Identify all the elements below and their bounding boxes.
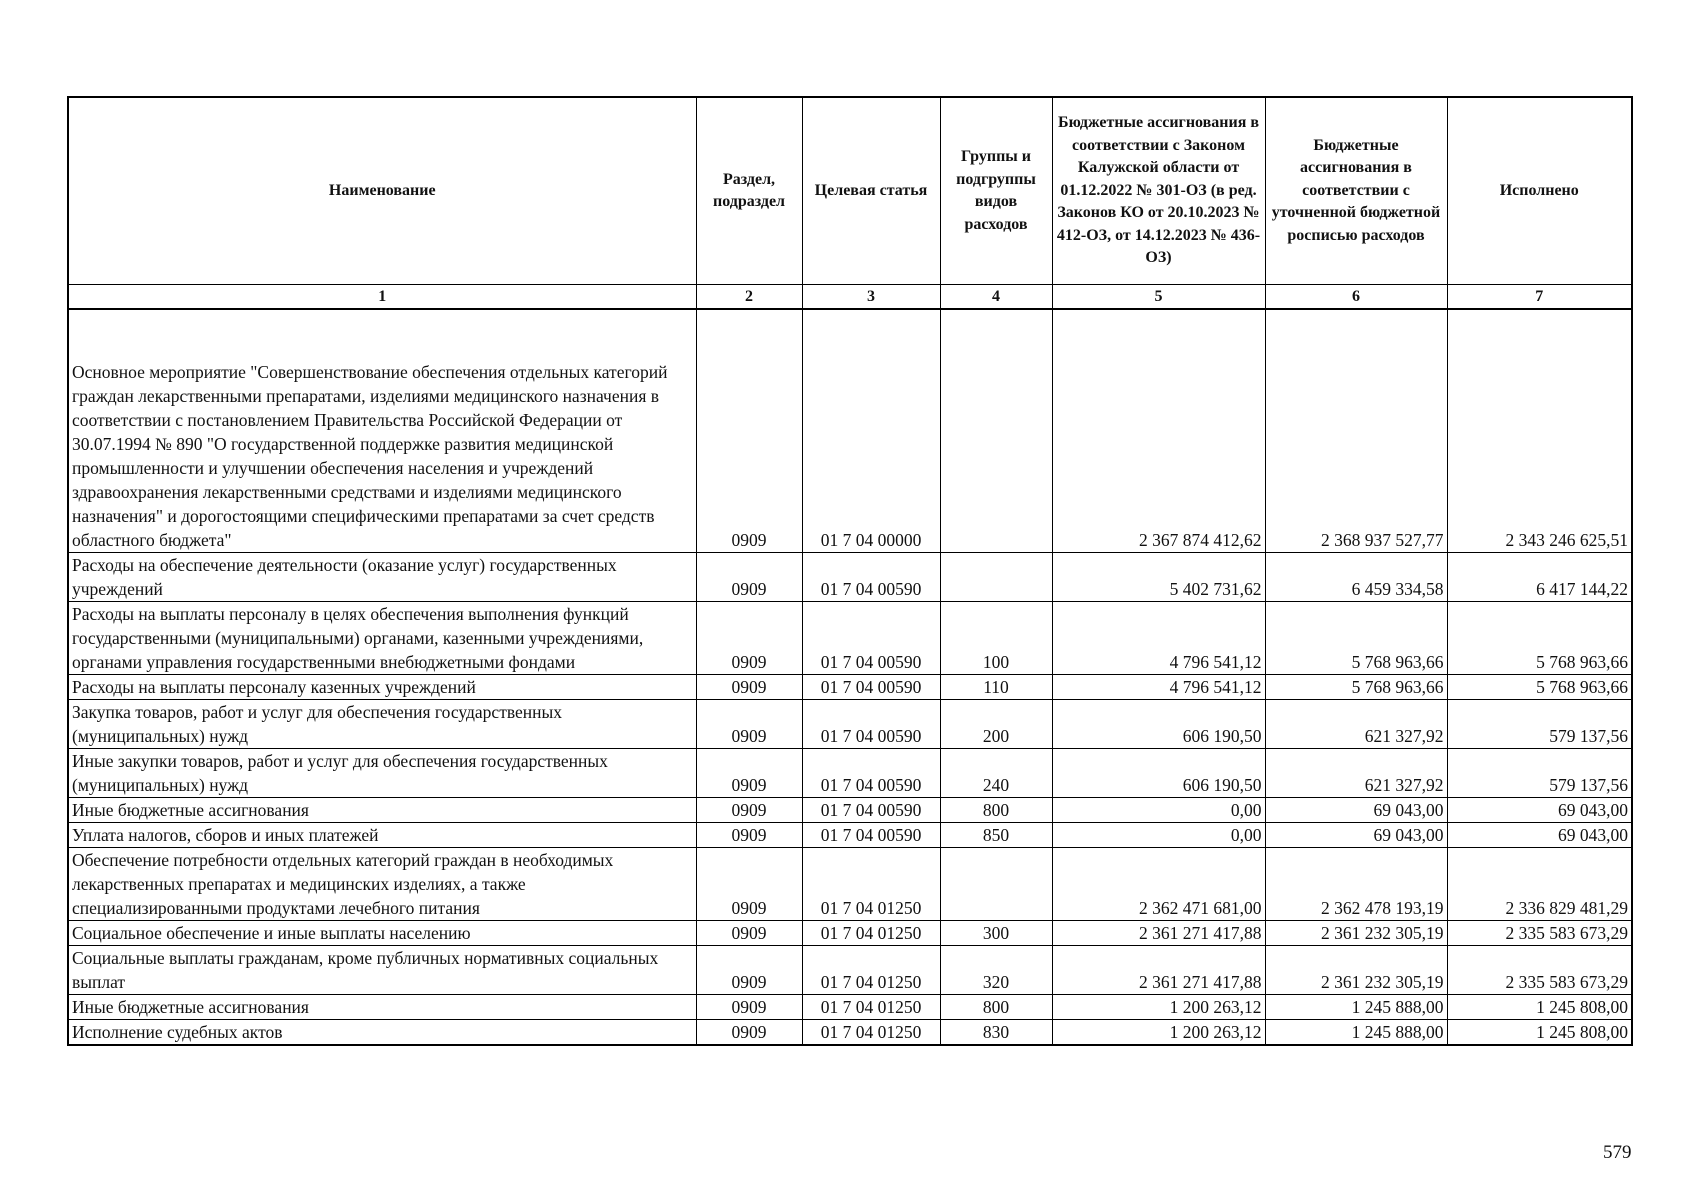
row-plan-amount: 1 245 888,00	[1265, 1020, 1447, 1046]
table-row	[68, 848, 1632, 921]
table-row	[68, 921, 1632, 946]
row-executed-amount: 5 768 963,66	[1447, 602, 1632, 675]
row-plan-amount: 621 327,92	[1265, 749, 1447, 798]
row-plan-amount: 2 361 232 305,19	[1265, 946, 1447, 995]
row-plan-amount: 2 368 937 527,77	[1265, 309, 1447, 553]
row-law-amount: 2 367 874 412,62	[1052, 309, 1265, 553]
column-number-row	[68, 285, 1632, 310]
row-section: 0909	[696, 1020, 802, 1046]
table-row	[68, 309, 1632, 553]
header-target-article: Целевая статья	[802, 97, 940, 285]
row-group: 800	[940, 995, 1052, 1020]
table-row	[68, 700, 1632, 749]
row-plan-amount: 5 768 963,66	[1265, 675, 1447, 700]
column-number: 7	[1447, 285, 1632, 310]
row-law-amount: 1 200 263,12	[1052, 1020, 1265, 1046]
row-group: 200	[940, 700, 1052, 749]
row-plan-amount: 69 043,00	[1265, 798, 1447, 823]
row-law-amount: 606 190,50	[1052, 700, 1265, 749]
row-law-amount: 2 361 271 417,88	[1052, 921, 1265, 946]
row-law-amount: 2 362 471 681,00	[1052, 848, 1265, 921]
row-target: 01 7 04 00000	[802, 309, 940, 553]
header-section: Раздел, подраздел	[696, 97, 802, 285]
row-group: 110	[940, 675, 1052, 700]
column-number: 6	[1265, 285, 1447, 310]
row-group: 240	[940, 749, 1052, 798]
row-law-amount: 0,00	[1052, 823, 1265, 848]
row-name: Социальное обеспечение и иные выплаты населению	[68, 921, 696, 946]
column-number: 3	[802, 285, 940, 310]
row-executed-amount: 2 336 829 481,29	[1447, 848, 1632, 921]
row-executed-amount: 6 417 144,22	[1447, 553, 1632, 602]
row-name: Иные бюджетные ассигнования	[68, 995, 696, 1020]
table-row	[68, 602, 1632, 675]
row-section: 0909	[696, 848, 802, 921]
row-executed-amount: 2 343 246 625,51	[1447, 309, 1632, 553]
row-name: Закупка товаров, работ и услуг для обеспечения государственных (муниципальных) нужд	[68, 700, 696, 749]
row-section: 0909	[696, 675, 802, 700]
row-executed-amount: 579 137,56	[1447, 749, 1632, 798]
row-section: 0909	[696, 946, 802, 995]
row-group	[940, 553, 1052, 602]
row-law-amount: 4 796 541,12	[1052, 602, 1265, 675]
row-group: 320	[940, 946, 1052, 995]
row-target: 01 7 04 01250	[802, 848, 940, 921]
row-section: 0909	[696, 309, 802, 553]
column-number: 1	[68, 285, 696, 310]
row-executed-amount: 579 137,56	[1447, 700, 1632, 749]
row-section: 0909	[696, 798, 802, 823]
table-row	[68, 749, 1632, 798]
row-name: Расходы на обеспечение деятельности (оказание услуг) государственных учреждений	[68, 553, 696, 602]
row-executed-amount: 2 335 583 673,29	[1447, 946, 1632, 995]
table-row	[68, 1020, 1632, 1046]
row-plan-amount: 2 361 232 305,19	[1265, 921, 1447, 946]
row-section: 0909	[696, 921, 802, 946]
table-row	[68, 823, 1632, 848]
budget-table	[67, 96, 1633, 1046]
header-name: Наименование	[68, 97, 696, 285]
row-plan-amount: 2 362 478 193,19	[1265, 848, 1447, 921]
page-number: 579	[1603, 1142, 1632, 1163]
row-section: 0909	[696, 553, 802, 602]
row-section: 0909	[696, 995, 802, 1020]
row-plan-amount: 69 043,00	[1265, 823, 1447, 848]
row-section: 0909	[696, 823, 802, 848]
table-row	[68, 675, 1632, 700]
row-group: 850	[940, 823, 1052, 848]
row-target: 01 7 04 00590	[802, 700, 940, 749]
table-row	[68, 946, 1632, 995]
header-law-allocations: Бюджетные ассигнования в соответствии с Законом Калужской области от 01.12.2022 № 301-ОЗ (в ред. Законов КО от 20.10.2023 № 412-ОЗ, от 14.12.2023 № 436-ОЗ)	[1052, 97, 1265, 285]
header-executed: Исполнено	[1447, 97, 1632, 285]
row-plan-amount: 6 459 334,58	[1265, 553, 1447, 602]
row-target: 01 7 04 00590	[802, 798, 940, 823]
row-plan-amount: 621 327,92	[1265, 700, 1447, 749]
table-row	[68, 995, 1632, 1020]
row-name: Расходы на выплаты персоналу казенных учреждений	[68, 675, 696, 700]
row-section: 0909	[696, 749, 802, 798]
row-name: Уплата налогов, сборов и иных платежей	[68, 823, 696, 848]
row-name: Иные бюджетные ассигнования	[68, 798, 696, 823]
row-law-amount: 0,00	[1052, 798, 1265, 823]
row-name: Социальные выплаты гражданам, кроме публичных нормативных социальных выплат	[68, 946, 696, 995]
row-target: 01 7 04 00590	[802, 553, 940, 602]
row-name: Расходы на выплаты персоналу в целях обеспечения выполнения функций государственными (муниципальными) органами, казенными учреждениями, органами управления государственными внебюджетными фондами	[68, 602, 696, 675]
row-plan-amount: 1 245 888,00	[1265, 995, 1447, 1020]
row-law-amount: 4 796 541,12	[1052, 675, 1265, 700]
row-group	[940, 309, 1052, 553]
row-target: 01 7 04 01250	[802, 995, 940, 1020]
row-executed-amount: 2 335 583 673,29	[1447, 921, 1632, 946]
row-section: 0909	[696, 700, 802, 749]
row-law-amount: 2 361 271 417,88	[1052, 946, 1265, 995]
row-law-amount: 606 190,50	[1052, 749, 1265, 798]
row-name: Основное мероприятие "Совершенствование обеспечения отдельных категорий граждан лекарственными препаратами, изделиями медицинского назначения в соответствии с постановлением Правительства Российской Федерации от 30.07.1994 № 890 "О государственной поддержке развития медицинской промышленности и улучшении обеспечения населения и учреждений здравоохранения лекарственными средствами и изделиями медицинского назначения" и дорогостоящими специфическими препаратами за счет средств областного бюджета"	[68, 309, 696, 553]
row-group	[940, 848, 1052, 921]
row-law-amount: 5 402 731,62	[1052, 553, 1265, 602]
column-number: 5	[1052, 285, 1265, 310]
header-expense-group: Группы и подгруппы видов расходов	[940, 97, 1052, 285]
row-name: Исполнение судебных актов	[68, 1020, 696, 1046]
row-target: 01 7 04 01250	[802, 946, 940, 995]
row-executed-amount: 5 768 963,66	[1447, 675, 1632, 700]
table-row	[68, 553, 1632, 602]
row-group: 300	[940, 921, 1052, 946]
header-row	[68, 97, 1632, 285]
row-target: 01 7 04 00590	[802, 749, 940, 798]
column-number: 4	[940, 285, 1052, 310]
row-executed-amount: 1 245 808,00	[1447, 995, 1632, 1020]
column-number: 2	[696, 285, 802, 310]
row-plan-amount: 5 768 963,66	[1265, 602, 1447, 675]
row-name: Обеспечение потребности отдельных категорий граждан в необходимых лекарственных препаратах и медицинских изделиях, а также специализированными продуктами лечебного питания	[68, 848, 696, 921]
row-target: 01 7 04 01250	[802, 1020, 940, 1046]
row-target: 01 7 04 01250	[802, 921, 940, 946]
row-target: 01 7 04 00590	[802, 675, 940, 700]
row-executed-amount: 69 043,00	[1447, 798, 1632, 823]
row-group: 100	[940, 602, 1052, 675]
row-section: 0909	[696, 602, 802, 675]
row-executed-amount: 1 245 808,00	[1447, 1020, 1632, 1046]
row-executed-amount: 69 043,00	[1447, 823, 1632, 848]
header-plan-allocations: Бюджетные ассигнования в соответствии с уточненной бюджетной росписью расходов	[1265, 97, 1447, 285]
row-group: 830	[940, 1020, 1052, 1046]
row-target: 01 7 04 00590	[802, 823, 940, 848]
row-target: 01 7 04 00590	[802, 602, 940, 675]
row-group: 800	[940, 798, 1052, 823]
table-row	[68, 798, 1632, 823]
row-name: Иные закупки товаров, работ и услуг для обеспечения государственных (муниципальных) нужд	[68, 749, 696, 798]
row-law-amount: 1 200 263,12	[1052, 995, 1265, 1020]
